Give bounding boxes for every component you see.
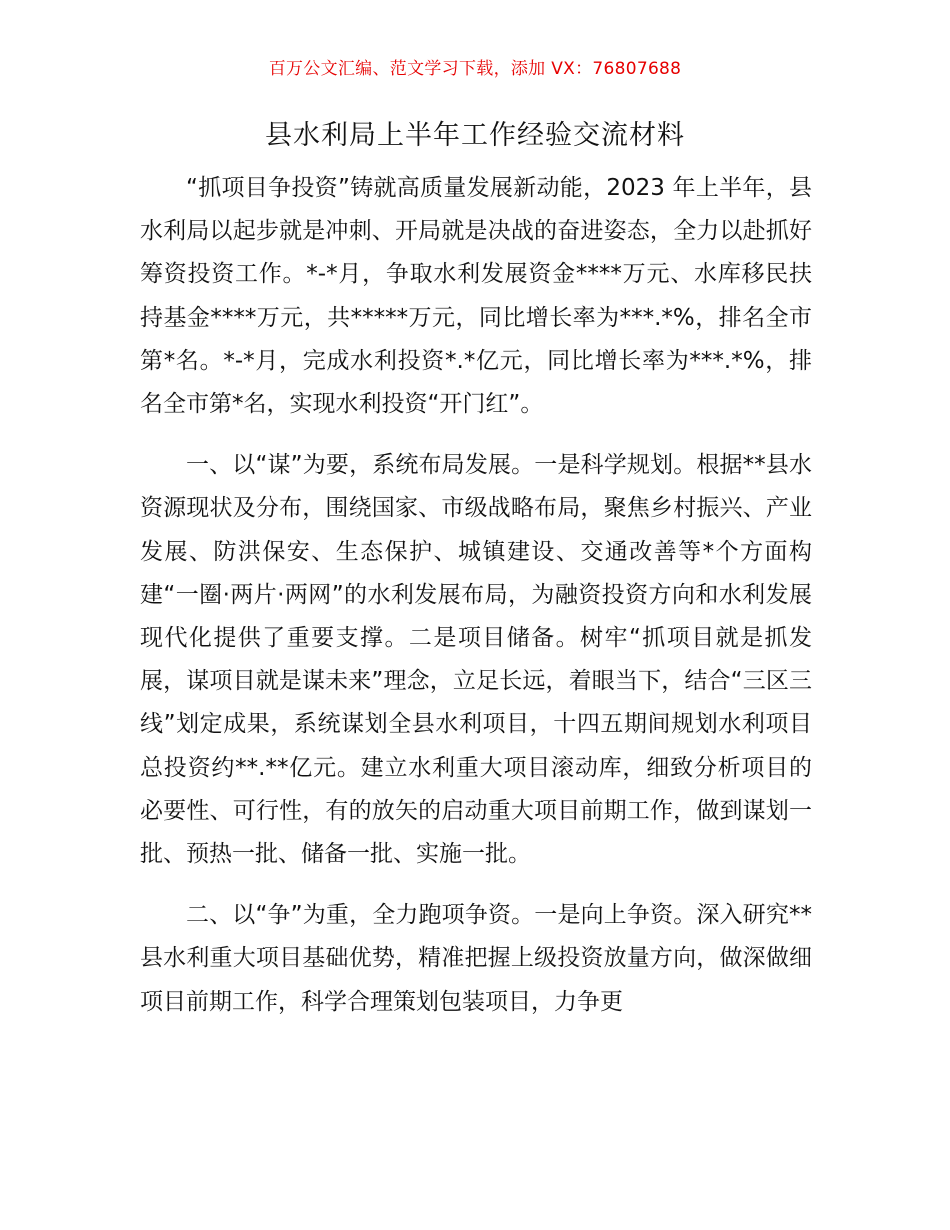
document-body — [140, 167, 812, 1024]
watermark-banner: 百万公文汇编、范文学习下载，添加 VX：76807688 — [268, 59, 682, 79]
document-title: 县水利局上半年工作经验交流材料 — [265, 120, 685, 151]
paragraph-section-one: 一、以“谋”为要，系统布局发展。一是科学规划。根据**县水资源现状及分布，围绕国家、市级战略布局，聚焦乡村振兴、产业发展、防洪保安、生态保护、城镇建设、交通改善等*个方面构建“一圈·两片·两网”的水利发展布局，为融资投资方向和水利发展现代化提供了重要支撑。二是项目储备。树牢“抓项目就是抓发展，谋项目就是谋未来”理念，立足长远，着眼当下，结合“三区三线”划定成果，系统谋划全县水利项目，十四五期间规划水利项目总投资约**.**亿元。建立水利重大项目滚动库，细致分析项目的必要性、可行性，有的放矢的启动重大项目前期工作，做到谋划一批、预热一批、储备一批、实施一批。 — [140, 452, 812, 868]
paragraph-section-two: 二、以“争”为重，全力跑项争资。一是向上争资。深入研究**县水利重大项目基础优势，精准把握上级投资放量方向，做深做细项目前期工作，科学合理策划包装项目，力争更 — [140, 902, 812, 1015]
paragraph-intro: “抓项目争投资”铸就高质量发展新动能，2023 年上半年，县水利局以起步就是冲刺、开局就是决战的奋进姿态，全力以赴抓好筹资投资工作。*-*月，争取水利发展资金****万元、水库移民扶持基金****万元，共*****万元，同比增长率为***.*%，排名全市第*名。*-*月，完成水利投资*.*亿元，同比增长率为***.*%，排名全市第*名，实现水利投资“开门红”。 — [140, 175, 812, 418]
